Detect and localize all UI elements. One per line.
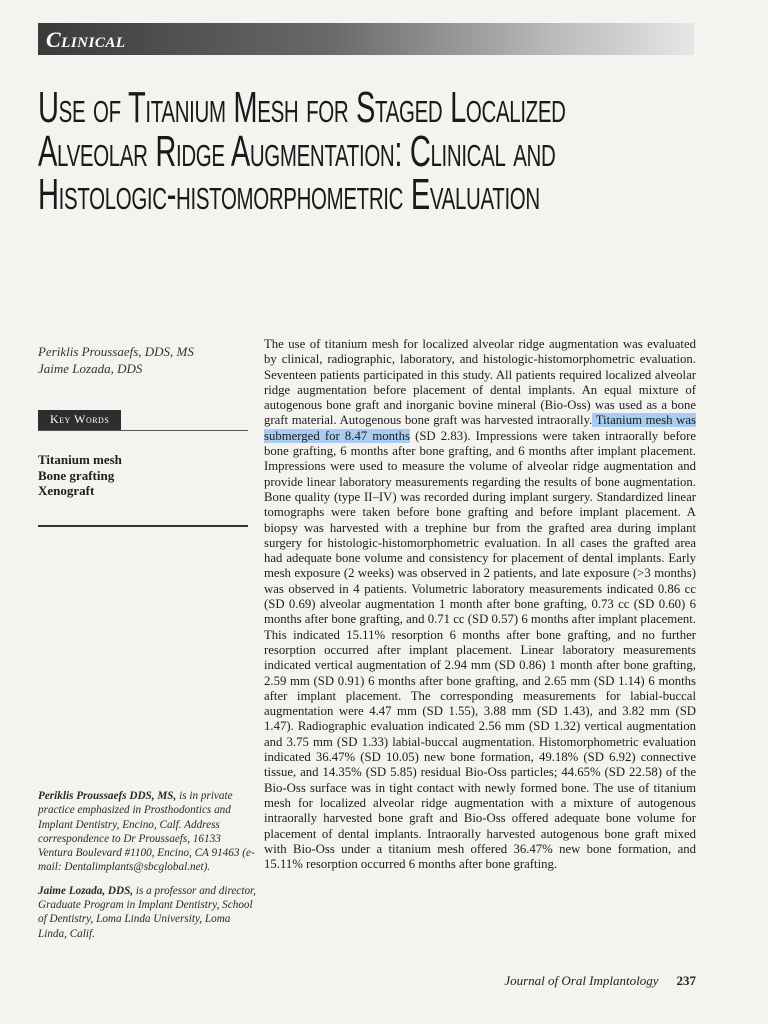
- page-footer: [460, 973, 696, 989]
- author-bio: [38, 789, 258, 875]
- section-label: Clinical: [46, 27, 126, 52]
- author-name: Jaime Lozada, DDS: [38, 361, 143, 376]
- bio-name: Jaime Lozada, DDS,: [38, 884, 134, 897]
- key-words-bottom-rule: [38, 525, 248, 527]
- abstract-text: The use of titanium mesh for localized alveolar ridge augmentation was evaluated by clinical, radiographic, laboratory, and histologic-histomorphometric evaluation. Seventeen patients participated in this study. All patients required localized alveolar ridge augmentation before placement of dental implants. An equal mixture of autogenous bone graft and inorganic bovine mineral (Bio-Oss) was used as a bone graft material. Autogenous bone graft was harvested intraorally.: [264, 337, 696, 428]
- key-words-heading: Key Words: [38, 410, 121, 430]
- text-selection-highlight[interactable]: Titanium mesh was submerged for 8.47 months: [264, 413, 696, 443]
- key-words-rule: [38, 430, 248, 431]
- author-name: Periklis Proussaefs, DDS, MS: [38, 344, 194, 359]
- page-number: 237: [676, 973, 696, 988]
- abstract-text: (SD 2.83). Impressions were taken intraorally before bone grafting, 6 months after bone grafting, and 6 months after implant placement. Impressions were used to measure the volume of alveolar ridge augmentation and provide linear laboratory measurements regarding the results of bone augmentation. Bone quality (type II–IV) was recorded during implant surgery. Standardized linear tomographs were taken before bone grafting and before implant placement. A biopsy was harvested with a trephine bur from the grafted area during implant surgery for histologic-histomorphometric evaluation. In all cases the grafted area had adequate bone volume and consistency for placement of dental implants. Early mesh exposure (2 weeks) was observed in 2 patients, and late exposure (>3 months) was observed in 4 patients. Volumetric laboratory measurements indicated 0.86 cc (SD 0.69) alveolar augmentation 1 month after bone grafting, 0.73 cc (SD 0.60) 6 months after bone grafting, and 0.71 cc (SD 0.57) 6 months after implant placement. This indicated 15.11% resorption 6 months after bone grafting, and no further resorption occurred after implant placement. Linear laboratory measurements indicated vertical augmentation of 2.94 mm (SD 0.86) 1 month after bone grafting, 2.59 mm (SD 0.91) 6 months after bone grafting, and 2.65 mm (SD 1.14) 6 months after implant placement. The corresponding measurements for labial-buccal augmentation were 4.47 mm (SD 1.55), 3.88 mm (SD 1.43), and 3.82 mm (SD 1.47). Radiographic evaluation indicated 2.56 mm (SD 1.32) vertical augmentation and 3.75 mm (SD 1.33) labial-buccal augmentation. Histomorphometric evaluation indicated 36.47% (SD 10.05) new bone formation, 49.18% (SD 6.92) connective tissue, and 14.35% (SD 5.85) residual Bio-Oss particles; 44.65% (SD 22.58) of the Bio-Oss surface was in tight contact with newly formed bone. The use of titanium mesh for localized alveolar ridge augmentation with a mixture of autogenous intraorally harvested bone graft and Bio-Oss offered adequate bone volume for placement of dental implants. Intraorally harvested autogenous bone graft mixed with Bio-Oss under a titanium mesh offered 36.47% new bone formation, and 15.11% resorption occurred 6 months after bone grafting.: [264, 428, 696, 872]
- key-word: Xenograft: [38, 483, 95, 498]
- author-bio: [38, 884, 258, 941]
- bio-text: is in private practice emphasized in Prosthodontics and Implant Dentistry, Encino, Calf. Address correspondence to Dr Proussaefs, 16133 Ventura Boulevard #1100, Encino, CA 91463 (e-mail: Dentalimplants@sbcglobal.net).: [38, 790, 255, 874]
- author-list: [38, 343, 258, 377]
- key-word: Titanium mesh: [38, 452, 122, 467]
- key-word: Bone grafting: [38, 467, 115, 483]
- journal-name: Journal of Oral Implantology: [504, 973, 659, 988]
- section-band: [38, 23, 694, 55]
- bio-name: Periklis Proussaefs DDS, MS,: [38, 790, 177, 802]
- abstract[interactable]: [264, 337, 696, 872]
- author-bios: [38, 789, 258, 950]
- article-title: Use of Titanium Mesh for Staged Localized Alveolar Ridge Augmentation: Clinical and Histologic-histomorphometric Evaluation: [38, 83, 566, 219]
- bio-text: is a professor and director, Graduate Program in Implant Dentistry, School of Dentistry, Loma Linda University, Loma Linda, Calif.: [38, 884, 256, 940]
- key-words-header: [38, 410, 248, 431]
- key-words-list: [38, 452, 238, 499]
